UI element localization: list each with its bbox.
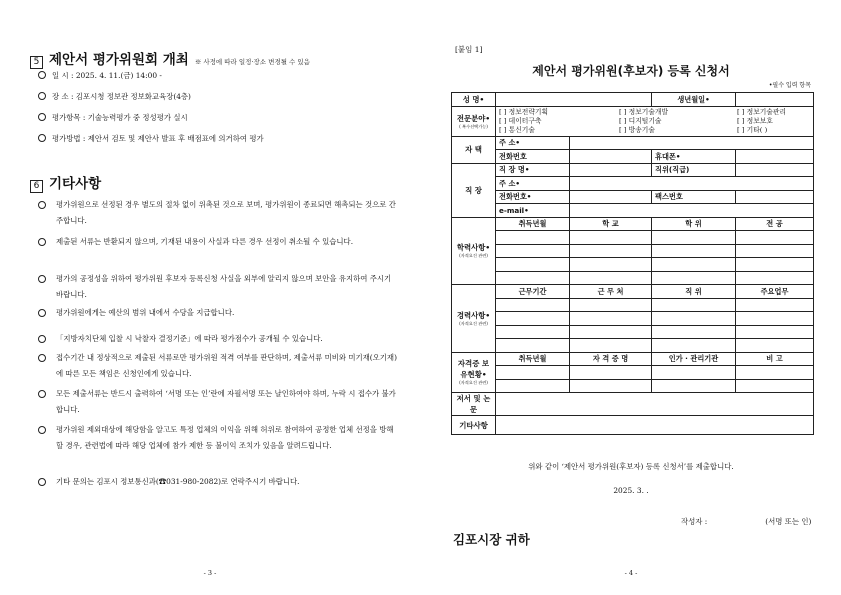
confirmation-text: 위와 같이 ‘제안서 평가위원(후보자) 등록 신청서’를 제출합니다. [528,462,734,471]
books-label: 저서 및 논문 [452,393,496,416]
attachment-label: [붙임 1] [455,45,483,54]
notice-item: 평가위원 제외대상에 해당함을 알고도 특정 업체의 이익을 위해 허위로 참여하여 공정한 업체 선정을 방해할 경우, 관련법에 따라 해당 업체에 참가 제한 등 불이익 조치가 있음을 알려드립니다. [38,422,398,453]
circle-bullet-icon [38,390,46,398]
certificate-label: 자격증 보유현황• (자격요건 관련) [452,352,496,393]
career-header: 직 위 [652,285,736,299]
circle-bullet-icon [38,92,46,100]
work-fax-field[interactable] [736,190,814,204]
home-label: 자 택 [452,136,496,163]
circle-bullet-icon [38,134,46,142]
work-email-field[interactable] [570,204,814,218]
required-note: •필수 입력 항목 [768,82,811,89]
work-label: 직 장 [452,163,496,217]
work-position-label: 직위(직급) [652,163,736,177]
section-5-heading [30,48,310,69]
edu-header: 전 공 [736,217,814,231]
field-option[interactable]: [ ] 데이터구축 [499,116,542,125]
page-number: - 4 - [624,569,638,577]
field-option[interactable]: [ ] 정보기술관리 [737,107,787,116]
birth-field[interactable] [736,93,814,107]
section-5-title: 제안서 평가위원회 개최 [49,52,189,68]
mobile-field[interactable] [736,150,814,164]
mobile-label: 휴대폰• [652,150,736,164]
page-4 [421,0,841,595]
field-option[interactable]: [ ] 통신기술 [499,125,535,134]
field-option[interactable]: [ ] 디지털기술 [619,116,662,125]
certificate-row[interactable] [452,379,814,393]
circle-bullet-icon [38,275,46,283]
notice-item: 모든 제출서류는 반드시 출력하여 ‘서명 또는 인’란에 자필서명 또는 날인하여야 하며, 누락 시 접수가 불가합니다. [38,386,398,417]
career-row[interactable] [452,339,814,353]
edu-header: 학 교 [570,217,652,231]
notice-item: 평가위원으로 선정된 경우 별도의 절차 없이 위촉된 것으로 보며, 평가위원이 종료되면 해촉되는 것으로 간주합니다. [38,197,398,228]
cert-header: 취득년월 [496,352,570,366]
circle-bullet-icon [38,426,46,434]
author-label: 작성자 : [681,517,708,526]
education-row[interactable] [452,244,814,258]
notice-item: 평가위원에게는 예산의 범위 내에서 수당을 지급합니다. [38,305,398,321]
field-option[interactable]: [ ] 기타( ) [737,125,768,134]
meeting-place: 장 소 : 김포시청 정보관 정보화교육장(4층) [38,91,191,102]
section-6-number: 6 [30,180,43,193]
career-label: 경력사항• (자격요건 관련) [452,285,496,353]
career-header: 근무기간 [496,285,570,299]
field-option[interactable]: [ ] 정보전략기획 [499,107,549,116]
notice-item: 제출된 서류는 반환되지 않으며, 기재된 내용이 사실과 다른 경우 선정이 취소될 수 있습니다. [38,234,398,250]
circle-bullet-icon [38,201,46,209]
birth-label: 생년월일• [652,93,736,107]
meeting-time: 일 시 : 2025. 4. 11.(금) 14:00 - [38,70,162,81]
other-label: 기타사항 [452,416,496,435]
work-phone-field[interactable] [570,190,652,204]
education-label: 학력사항• (자격요건 관련) [452,217,496,285]
evaluation-method: 평가방법 : 제안서 검토 및 제안사 발표 후 배점표에 의거하여 평가 [38,133,264,144]
circle-bullet-icon [38,335,46,343]
edu-header: 취득년월 [496,217,570,231]
name-field[interactable] [496,93,652,107]
circle-bullet-icon [38,238,46,246]
field-option[interactable]: [ ] 정보보호 [737,116,773,125]
page-number: - 3 - [203,569,217,577]
work-name-label: 직 장 명• [496,163,570,177]
notice-item: 접수기간 내 정상적으로 제출된 서류로만 평가위원 적격 여부를 판단하며, 제출서류 미비와 미기재(오기재)에 따른 모든 책임은 신청인에게 있습니다. [38,350,398,381]
section-6-heading [30,172,101,193]
notice-item: 평가의 공정성을 위하여 평가위원 후보자 등록신청 사실을 외부에 알리지 않으며 보안을 유지하여 주시기 바랍니다. [38,271,398,302]
section-6-title: 기타사항 [49,176,102,192]
field-option[interactable]: [ ] 방송기술 [619,125,655,134]
name-label: 성 명• [452,93,496,107]
work-position-field[interactable] [736,163,814,177]
career-row[interactable] [452,312,814,326]
home-address-field[interactable] [570,136,814,150]
work-address-field[interactable] [570,177,814,191]
home-phone-label: 전화번호 [496,150,570,164]
section-5-number: 5 [30,56,43,69]
evaluation-items: 평가항목 : 기술능력평가 중 정성평가 실시 [38,112,188,123]
circle-bullet-icon [38,478,46,486]
home-phone-field[interactable] [570,150,652,164]
circle-bullet-icon [38,113,46,121]
section-5-note: ※ 사정에 따라 일정·장소 변경될 수 있음 [194,58,310,66]
form-title: 제안서 평가위원(후보자) 등록 신청서 [532,64,730,78]
work-name-field[interactable] [570,163,652,177]
application-form-table [451,92,814,435]
addressee: 김포시장 귀하 [453,532,530,547]
cert-header: 인가 · 관리기관 [652,352,736,366]
notice-item: 기타 문의는 김포시 정보통신과(☎031-980-2082)로 연락주시기 바랍니다. [38,474,398,490]
circle-bullet-icon [38,309,46,317]
education-row[interactable] [452,231,814,245]
field-checkbox-group[interactable] [496,106,814,136]
work-address-label: 주 소• [496,177,570,191]
work-phone-label: 전화번호• [496,190,570,204]
career-header: 주요업무 [736,285,814,299]
education-row[interactable] [452,271,814,285]
cert-header: 비 고 [736,352,814,366]
author-line [681,516,811,527]
field-option[interactable]: [ ] 정보기술개발 [619,107,669,116]
notice-item: 「지방자치단체 입찰 시 낙찰자 결정기준」에 따라 평가점수가 공개될 수 있습니다. [38,331,398,347]
education-row[interactable] [452,258,814,272]
career-row[interactable] [452,325,814,339]
career-row[interactable] [452,298,814,312]
circle-bullet-icon [38,354,46,362]
books-field[interactable] [496,393,814,416]
application-date: 2025. 3. . [613,486,649,495]
page-3 [0,0,420,595]
signature-label[interactable]: (서명 또는 인) [765,517,812,526]
home-address-label: 주 소• [496,136,570,150]
certificate-row[interactable] [452,366,814,380]
work-fax-label: 팩스번호 [652,190,736,204]
work-email-label: e-mail• [496,204,570,218]
field-label: 전문분야• ( 복수선택가능) [452,106,496,136]
career-header: 근 무 처 [570,285,652,299]
cert-header: 자 격 증 명 [570,352,652,366]
circle-bullet-icon [38,71,46,79]
edu-header: 학 위 [652,217,736,231]
other-field[interactable] [496,416,814,435]
